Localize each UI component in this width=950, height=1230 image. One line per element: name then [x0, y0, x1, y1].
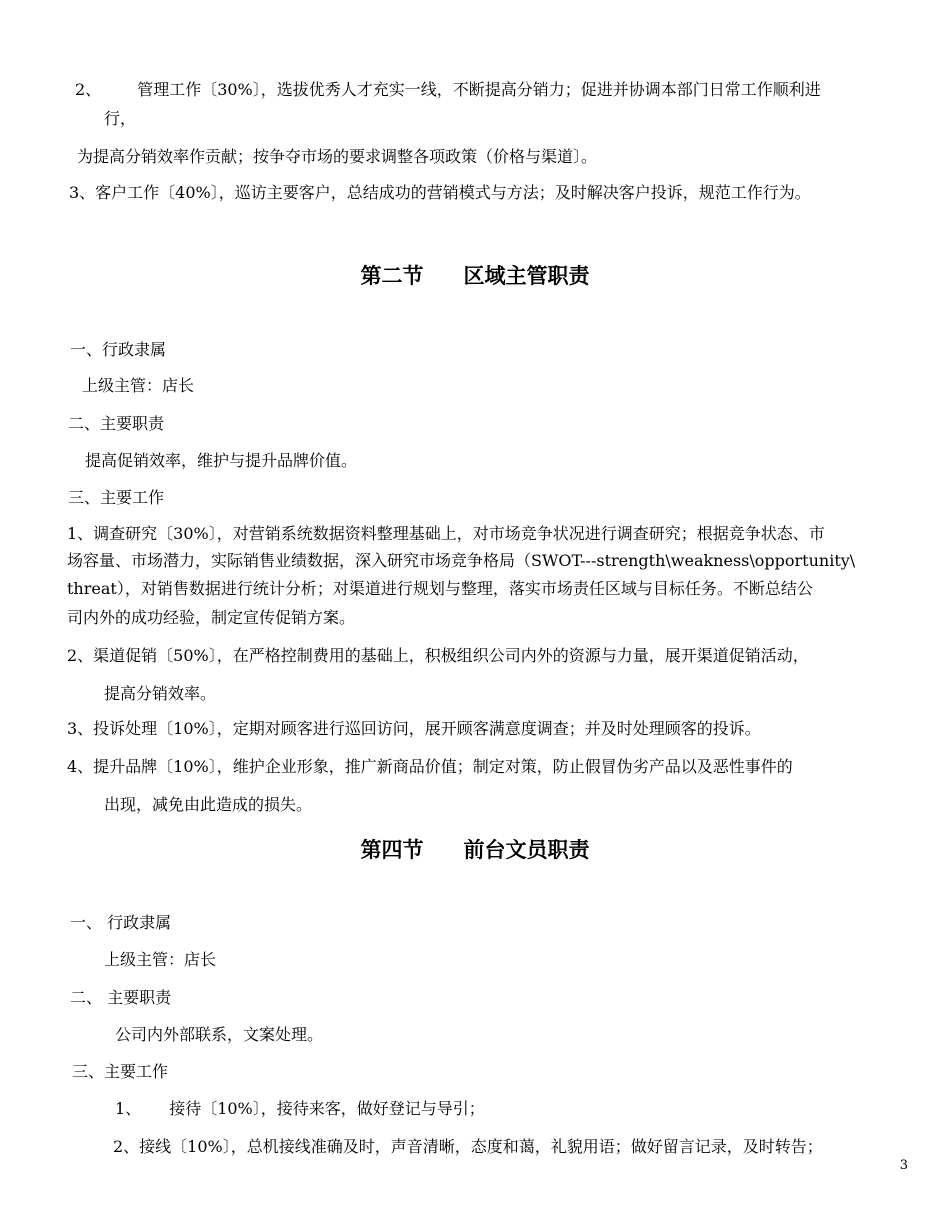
section2-work-label: 三、主要工作: [68, 488, 165, 507]
section2-heading: [0, 262, 950, 290]
item2-continuation: 行，: [104, 109, 137, 128]
section2-work2-line2: 提高分销效率。: [104, 684, 217, 703]
section2-work3: 3、投诉处理〔10%〕，定期对顾客进行巡回访问，展开顾客满意度调查；并及时处理顾客的投诉。: [67, 719, 761, 738]
section4-work-label: 三、主要工作: [72, 1062, 169, 1081]
section4-work2: 2、接线〔10%〕，总机接线准确及时，声音清晰，态度和蔼，礼貌用语；做好留言记录，及时转告；: [113, 1137, 823, 1156]
section4-duty-value: 公司内外部联系，文案处理。: [115, 1025, 324, 1044]
section2-work2-line1: 2、渠道促销〔50%〕，在严格控制费用的基础上，积极组织公司内外的资源与力量，展开渠道促销活动，: [67, 646, 809, 665]
section2-admin-label: 一、行政隶属: [70, 340, 167, 359]
section4-duty-label: 二、 主要职责: [70, 988, 172, 1007]
item2-text: 管理工作〔30%〕，选拔优秀人才充实一线，不断提高分销力；促进并协调本部门日常工作顺利进: [137, 80, 821, 99]
section2-work1-line2: 场容量、市场潜力，实际销售业绩数据，深入研究市场竞争格局（SWOT---strength\weakness\opportunity\: [67, 551, 856, 570]
section4-admin-value: 上级主管：店长: [104, 950, 217, 969]
section4-heading-title: 前台文员职责: [463, 838, 590, 862]
item2-extra: 为提高分销效率作贡献；按争夺市场的要求调整各项政策（价格与渠道〕。: [77, 147, 598, 166]
section2-duty-value: 提高促销效率，维护与提升品牌价值。: [85, 451, 358, 470]
section2-work1-line1: 1、调查研究〔30%〕，对营销系统数据资料整理基础上，对市场竞争状况进行调查研究；根据竞争状态、市: [67, 524, 825, 543]
section4-work1-number: 1、: [115, 1099, 142, 1118]
section4-admin-label: 一、 行政隶属: [70, 913, 172, 932]
section2-duty-label: 二、主要职责: [68, 414, 165, 433]
section2-work4-line2: 出现，减免由此造成的损失。: [104, 795, 313, 814]
section4-work1-text: 接待〔10%〕，接待来客，做好登记与导引；: [169, 1099, 485, 1118]
item2-line: [75, 79, 821, 101]
section4-work1-line: [115, 1098, 485, 1120]
section2-admin-value: 上级主管：店长: [82, 376, 195, 395]
section4-heading: [0, 836, 950, 864]
section2-work4-line1: 4、提升品牌〔10%〕，维护企业形象，推广新商品价值；制定对策，防止假冒伪劣产品以及恶性事件的: [67, 757, 793, 776]
section2-work1-line4: 司内外的成功经验，制定宣传促销方案。: [67, 608, 356, 627]
section4-heading-number: 第四节: [360, 838, 424, 862]
item3-line: 3、客户工作〔40%〕，巡访主要客户，总结成功的营销模式与方法；及时解决客户投诉，规范工作行为。: [69, 183, 811, 202]
section2-work1-line3: threat），对销售数据进行统计分析；对渠道进行规划与整理，落实市场责任区域与目标任务。不断总结公: [67, 579, 813, 598]
section2-heading-number: 第二节: [360, 264, 424, 288]
page-number: 3: [899, 1158, 908, 1173]
section2-heading-title: 区域主管职责: [463, 264, 590, 288]
item2-number: 2、: [75, 80, 102, 99]
